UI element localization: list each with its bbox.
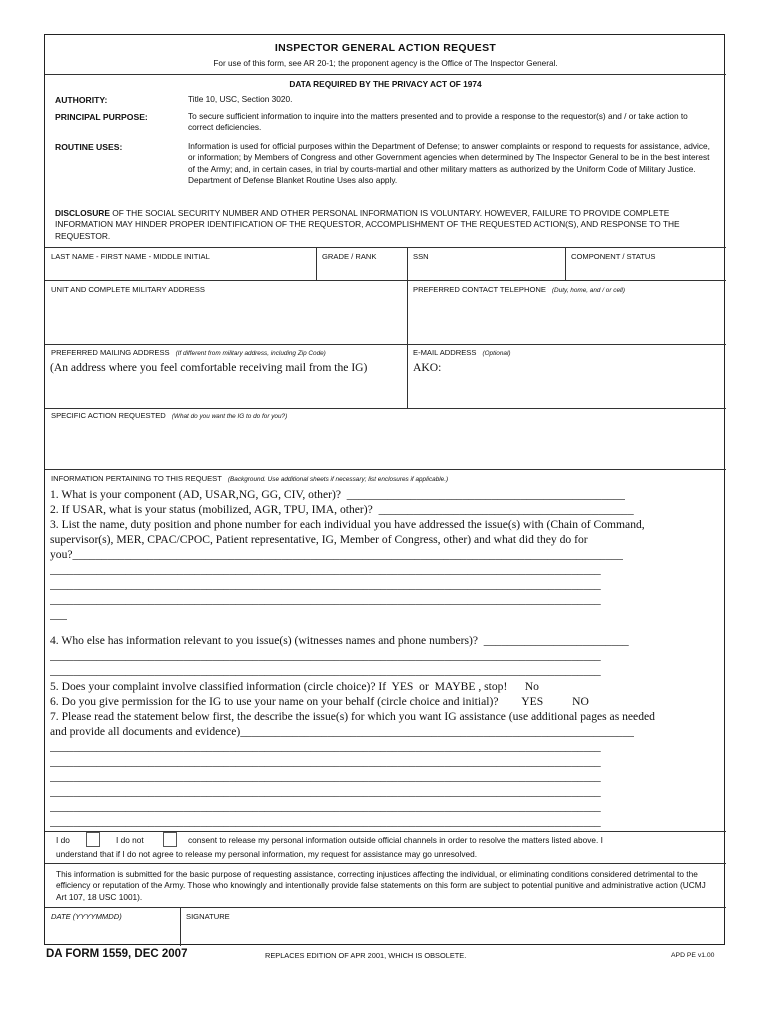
question-3-line-1: 3. List the name, duty position and phone number for each individual you have addressed the issue(s) with (Chain of Command, [50,518,645,531]
blank-line: _______________________________________________________________________________________________ [50,755,601,768]
information-hint: (Background. Use additional sheets if necessary; list enclosures if applicable.) [227,476,449,483]
information-field[interactable] [51,474,448,483]
contact-telephone-field[interactable] [413,285,625,294]
information-label: INFORMATION PERTAINING TO THIS REQUEST [51,474,222,483]
i-do-not-label: I do not [116,835,144,845]
signature-field[interactable]: SIGNATURE [186,912,230,921]
blank-line: _______________________________________________________________________________________________ [50,785,601,798]
date-field[interactable]: DATE (YYYYMMDD) [51,912,122,921]
blank-line: _______________________________________________________________________________________________ [50,593,601,606]
component-field[interactable]: COMPONENT / STATUS [571,252,656,261]
email-field[interactable] [413,348,511,357]
blank-line: _______________________________________________________________________________________________ [50,815,601,828]
divider [45,831,726,832]
mailing-address-label: PREFERRED MAILING ADDRESS [51,348,170,357]
question-3-line-2: supervisor(s), MER, CPAC/CPOC, Patient representative, IG, Member of Congress, other) and what did they do for [50,533,588,546]
form-number: DA FORM 1559, DEC 2007 [46,948,188,960]
authority-text: Title 10, USC, Section 3020. [188,94,293,104]
question-3-line-4: ___ [50,608,68,621]
question-4: 4. Who else has information relevant to you issue(s) (witnesses names and phone numbers)? _________________________ [50,634,629,647]
specific-action-field[interactable] [51,411,287,420]
form-title: INSPECTOR GENERAL ACTION REQUEST [274,42,497,54]
privacy-heading: DATA REQUIRED BY THE PRIVACY ACT OF 1974 [289,79,482,89]
ssn-field[interactable]: SSN [413,252,429,261]
consent-text-line-1: consent to release my personal information outside official channels in order to resolve the matters listed above. I [188,835,603,845]
disclosure-label: DISCLOSURE [55,208,110,218]
blank-line: _______________________________________________________________________________________________ [50,664,601,677]
divider [407,247,408,408]
question-6: 6. Do you give permission for the IG to use your name on your behalf (circle choice and initial)? YES NO [50,695,589,708]
routine-text: Information is used for official purposes within the Department of Defense; to answer complaints or respond to requests for assistance, advice, or information; by Members of Congress and other Government agencies when determined by The Inspector General to be in the best interest of the Army; and, in certain cases, in trial by courts-martial and other military matters as authorized by the Uniform Code of Military Justice. Department of Defense Blanket Routine Uses also apply. [188,141,710,185]
divider [45,247,726,248]
divider [45,863,726,864]
i-do-not-checkbox[interactable] [163,832,177,847]
specific-action-label: SPECIFIC ACTION REQUESTED [51,411,166,420]
unit-address-field[interactable]: UNIT AND COMPLETE MILITARY ADDRESS [51,285,205,294]
question-7-line-1: 7. Please read the statement below first, the describe the issue(s) for which you want IG assistance (use additional pages as needed [50,710,655,723]
blank-line: _______________________________________________________________________________________________ [50,740,601,753]
mailing-address-value: (An address where you feel comfortable receiving mail from the IG) [50,361,368,374]
routine-label: ROUTINE USES: [55,142,123,152]
authority-label: AUTHORITY: [55,95,108,105]
question-2: 2. If USAR, what is your status (mobilized, AGR, TPU, IMA, other)? ____________________________________________ [50,503,634,516]
question-3-line-3: you?_______________________________________________________________________________________________ [50,548,624,561]
contact-telephone-hint: (Duty, home, and / or cell) [551,287,625,294]
last-name-field[interactable]: LAST NAME - FIRST NAME - MIDDLE INITIAL [51,252,210,261]
i-do-checkbox[interactable] [86,832,100,847]
email-label: E-MAIL ADDRESS [413,348,477,357]
divider [180,907,181,946]
divider [45,907,726,908]
mailing-address-hint: (If different from military address, including Zip Code) [175,350,326,357]
specific-action-hint: (What do you want the IG to do for you?) [171,413,288,420]
i-do-label: I do [56,835,70,845]
blank-line: _______________________________________________________________________________________________ [50,649,601,662]
question-1: 1. What is your component (AD, USAR,NG, GG, CIV, other)? ________________________________________________ [50,488,626,501]
divider [45,469,726,470]
apd-version: APD PE v1.00 [671,952,715,959]
purpose-label: PRINCIPAL PURPOSE: [55,112,148,122]
blank-line: _______________________________________________________________________________________________ [50,563,601,576]
question-5: 5. Does your complaint involve classified information (circle choice)? If YES or MAYBE , stop! No [50,680,539,693]
blank-line: _______________________________________________________________________________________________ [50,800,601,813]
ig-action-request-form [44,34,725,945]
divider [45,344,726,345]
question-7-line-2: and provide all documents and evidence)____________________________________________________________________ [50,725,635,738]
divider [565,247,566,280]
blank-line: _______________________________________________________________________________________________ [50,770,601,783]
grade-field[interactable]: GRADE / RANK [322,252,377,261]
divider [45,408,726,409]
divider [316,247,317,280]
consent-text-line-2: understand that if I do not agree to release my personal information, my request for assistance may go unresolved. [56,849,478,859]
disclosure-text: OF THE SOCIAL SECURITY NUMBER AND OTHER PERSONAL INFORMATION IS VOLUNTARY. HOWEVER, FAILURE TO PROVIDE COMPLETE INFORMATION MAY HINDER PROPER IDENTIFICATION OF THE REQUESTOR, ACCOMPLISHMENT OF THE REQUESTED ACTION(S), AND RESPONSE TO THE REQUESTOR. [55,208,680,241]
false-statement-notice: This information is submitted for the basic purpose of requesting assistance, correcting injustices affecting the individual, or eliminating conditions considered detrimental to the efficiency or reputation of the Army. Those who knowingly and intentionally provide false statements on this form are subject to potential punitive and administrative action (UCMJ Art 107, 18 USC 1001). [56,869,706,902]
email-value: AKO: [413,361,442,374]
replaces-edition-note: REPLACES EDITION OF APR 2001, WHICH IS OBSOLETE. [265,951,467,960]
purpose-text: To secure sufficient information to inquire into the matters presented and to provide a response to the requestor(s) and / or take action to correct deficiencies. [188,111,688,133]
mailing-address-field[interactable] [51,348,326,357]
divider [45,280,726,281]
disclosure-statement [55,208,717,242]
form-subtitle: For use of this form, see AR 20-1; the proponent agency is the Office of The Inspector General. [213,59,558,68]
email-hint: (Optional) [482,350,511,357]
divider [45,74,726,75]
blank-line: _______________________________________________________________________________________________ [50,578,601,591]
contact-telephone-label: PREFERRED CONTACT TELEPHONE [413,285,546,294]
